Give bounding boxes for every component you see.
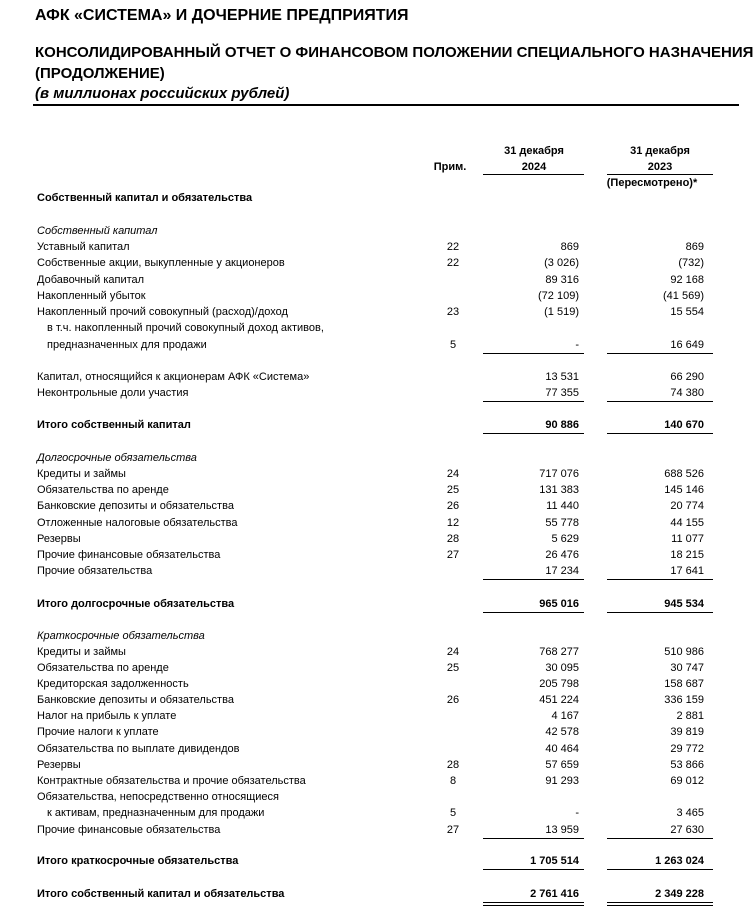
row-value-2024: 26 476 bbox=[545, 549, 579, 561]
table-row bbox=[0, 239, 756, 255]
row-value-2023: 30 747 bbox=[670, 662, 704, 674]
total-row bbox=[0, 596, 756, 612]
row-label: Кредиты и займы bbox=[37, 468, 126, 480]
row-value-2024: 1 705 514 bbox=[530, 855, 579, 867]
row-value-2024: 717 076 bbox=[539, 468, 579, 480]
subtotal-rule bbox=[483, 579, 584, 580]
table-row bbox=[0, 676, 756, 692]
row-note: 22 bbox=[446, 257, 460, 269]
row-value-2023: 20 774 bbox=[670, 500, 704, 512]
row-value-2024: - bbox=[575, 339, 579, 351]
header-rule bbox=[33, 104, 739, 106]
row-note: 24 bbox=[446, 468, 460, 480]
row-value-2024: 131 383 bbox=[539, 484, 579, 496]
total-rule bbox=[607, 869, 713, 870]
total-rule bbox=[607, 612, 713, 613]
row-note: 12 bbox=[446, 517, 460, 529]
column-2024-year: 2024 bbox=[521, 161, 547, 173]
row-label: Прочие налоги к уплате bbox=[37, 726, 159, 738]
row-label: Прочие финансовые обязательства bbox=[37, 549, 221, 561]
section-equity-and-liabilities bbox=[0, 190, 756, 206]
row-label: Обязательства по аренде bbox=[37, 484, 169, 496]
row-value-2023: 2 881 bbox=[676, 710, 704, 722]
table-row bbox=[0, 320, 756, 336]
table-row bbox=[0, 272, 756, 288]
table-row bbox=[0, 498, 756, 514]
row-value-2023: 2 349 228 bbox=[655, 888, 704, 900]
table-row bbox=[0, 660, 756, 676]
table-row bbox=[0, 724, 756, 740]
row-label: Контрактные обязательства и прочие обязательства bbox=[37, 775, 306, 787]
row-value-2023: 16 649 bbox=[670, 339, 704, 351]
row-value-2024: 451 224 bbox=[539, 694, 579, 706]
row-note: 26 bbox=[446, 694, 460, 706]
row-label: Итого краткосрочные обязательства bbox=[37, 855, 239, 867]
row-value-2023: 510 986 bbox=[664, 646, 704, 658]
row-value-2024: 40 464 bbox=[545, 743, 579, 755]
row-label: Резервы bbox=[37, 533, 81, 545]
row-value-2023: 869 bbox=[685, 241, 704, 253]
row-label: Итого собственный капитал и обязательства bbox=[37, 888, 285, 900]
row-value-2023: 53 866 bbox=[670, 759, 704, 771]
grand-total-row bbox=[0, 886, 756, 902]
row-value-2023: 688 526 bbox=[664, 468, 704, 480]
row-value-2024: 4 167 bbox=[551, 710, 579, 722]
row-value-2024: (3 026) bbox=[544, 257, 579, 269]
row-label: предназначенных для продажи bbox=[47, 339, 207, 351]
row-value-2023: 17 641 bbox=[670, 565, 704, 577]
row-label: Добавочный капитал bbox=[37, 274, 145, 286]
row-value-2023: 74 380 bbox=[670, 387, 704, 399]
table-row bbox=[0, 789, 756, 805]
row-value-2023: 92 168 bbox=[670, 274, 704, 286]
row-note: 5 bbox=[449, 339, 457, 351]
table-row bbox=[0, 288, 756, 304]
row-value-2023: 29 772 bbox=[670, 743, 704, 755]
row-value-2024: 55 778 bbox=[545, 517, 579, 529]
table-row bbox=[0, 337, 756, 353]
table-row bbox=[0, 822, 756, 838]
table-row bbox=[0, 369, 756, 385]
row-label: Банковские депозиты и обязательства bbox=[37, 500, 234, 512]
subtotal-rule bbox=[607, 579, 713, 580]
row-value-2024: 90 886 bbox=[545, 419, 579, 431]
row-label: Долгосрочные обязательства bbox=[37, 452, 197, 464]
row-label: Накопленный прочий совокупный (расход)/доход bbox=[37, 306, 288, 318]
row-value-2023: 15 554 bbox=[670, 306, 704, 318]
report-title-line2: (ПРОДОЛЖЕНИЕ) bbox=[35, 65, 165, 82]
row-label: Итого долгосрочные обязательства bbox=[37, 598, 235, 610]
table-row bbox=[0, 547, 756, 563]
table-row bbox=[0, 563, 756, 579]
row-value-2024: 89 316 bbox=[545, 274, 579, 286]
row-value-2024: 77 355 bbox=[545, 387, 579, 399]
row-label: Кредиты и займы bbox=[37, 646, 126, 658]
row-note: 22 bbox=[446, 241, 460, 253]
table-row bbox=[0, 255, 756, 271]
row-value-2023: (41 569) bbox=[663, 290, 704, 302]
section-short-term-liabilities bbox=[0, 628, 756, 644]
table-row bbox=[0, 773, 756, 789]
row-value-2024: - bbox=[575, 807, 579, 819]
row-value-2023: 39 819 bbox=[670, 726, 704, 738]
row-label: Резервы bbox=[37, 759, 81, 771]
subtotal-rule bbox=[607, 401, 713, 402]
row-value-2023: 158 687 bbox=[664, 678, 704, 690]
row-value-2024: 869 bbox=[560, 241, 579, 253]
row-value-2024: 5 629 bbox=[551, 533, 579, 545]
row-label: Прочие обязательства bbox=[37, 565, 153, 577]
column-2024-header-underline bbox=[483, 174, 584, 175]
row-note: 27 bbox=[446, 549, 460, 561]
row-note: 5 bbox=[449, 807, 457, 819]
row-value-2024: 42 578 bbox=[545, 726, 579, 738]
row-value-2024: 13 959 bbox=[545, 824, 579, 836]
row-label: Неконтрольные доли участия bbox=[37, 387, 189, 399]
row-value-2023: 18 215 bbox=[670, 549, 704, 561]
row-label: к активам, предназначенным для продажи bbox=[47, 807, 265, 819]
row-label: Уставный капитал bbox=[37, 241, 130, 253]
table-row bbox=[0, 482, 756, 498]
row-label: Банковские депозиты и обязательства bbox=[37, 694, 234, 706]
row-label: Обязательства по выплате дивидендов bbox=[37, 743, 240, 755]
row-value-2023: 3 465 bbox=[676, 807, 704, 819]
subtotal-rule bbox=[607, 353, 713, 354]
row-value-2023: 44 155 bbox=[670, 517, 704, 529]
row-value-2023: (732) bbox=[678, 257, 704, 269]
row-value-2024: 205 798 bbox=[539, 678, 579, 690]
total-rule bbox=[483, 433, 584, 434]
row-note: 24 bbox=[446, 646, 460, 658]
row-value-2024: 17 234 bbox=[545, 565, 579, 577]
row-value-2024: (1 519) bbox=[544, 306, 579, 318]
row-value-2024: 30 095 bbox=[545, 662, 579, 674]
report-units: (в миллионах российских рублей) bbox=[35, 85, 290, 102]
column-2023-date: 31 декабря bbox=[630, 145, 690, 157]
row-value-2023: 140 670 bbox=[664, 419, 704, 431]
row-value-2024: 91 293 bbox=[545, 775, 579, 787]
total-rule bbox=[483, 612, 584, 613]
row-value-2024: 13 531 bbox=[545, 371, 579, 383]
column-2024-header bbox=[484, 143, 584, 175]
row-value-2024: 965 016 bbox=[539, 598, 579, 610]
row-label: Итого собственный капитал bbox=[37, 419, 191, 431]
row-label: Капитал, относящийся к акционерам АФК «Система» bbox=[37, 371, 310, 383]
section-equity bbox=[0, 223, 756, 239]
row-label: Собственный капитал и обязательства bbox=[37, 192, 253, 204]
subtotal-rule bbox=[483, 401, 584, 402]
table-row bbox=[0, 515, 756, 531]
table-row bbox=[0, 466, 756, 482]
section-long-term-liabilities bbox=[0, 450, 756, 466]
row-value-2023: 66 290 bbox=[670, 371, 704, 383]
row-label: Краткосрочные обязательства bbox=[37, 630, 205, 642]
row-value-2023: 11 077 bbox=[671, 533, 704, 545]
row-note: 28 bbox=[446, 533, 460, 545]
grand-total-double-rule bbox=[483, 902, 584, 906]
table-row bbox=[0, 757, 756, 773]
table-row bbox=[0, 385, 756, 401]
table-row bbox=[0, 741, 756, 757]
row-value-2024: 57 659 bbox=[545, 759, 579, 771]
total-row bbox=[0, 853, 756, 869]
table-row bbox=[0, 692, 756, 708]
row-note: 23 bbox=[446, 306, 460, 318]
table-row bbox=[0, 644, 756, 660]
row-label: в т.ч. накопленный прочий совокупный доход активов, bbox=[47, 322, 324, 334]
row-note: 25 bbox=[446, 484, 460, 496]
row-value-2024: 2 761 416 bbox=[530, 888, 579, 900]
row-label: Налог на прибыль к уплате bbox=[37, 710, 177, 722]
column-2024-date: 31 декабря bbox=[504, 145, 564, 157]
row-label: Накопленный убыток bbox=[37, 290, 146, 302]
row-value-2023: 1 263 024 bbox=[655, 855, 704, 867]
company-title: АФК «СИСТЕМА» И ДОЧЕРНИЕ ПРЕДПРИЯТИЯ bbox=[35, 7, 409, 24]
row-value-2024: (72 109) bbox=[538, 290, 579, 302]
total-row bbox=[0, 417, 756, 433]
row-label: Обязательства по аренде bbox=[37, 662, 169, 674]
subtotal-rule bbox=[607, 838, 713, 839]
row-label: Собственные акции, выкупленные у акционеров bbox=[37, 257, 285, 269]
total-rule bbox=[607, 433, 713, 434]
row-note: 25 bbox=[446, 662, 460, 674]
row-value-2023: 27 630 bbox=[670, 824, 704, 836]
row-value-2024: 11 440 bbox=[546, 500, 579, 512]
row-note: 8 bbox=[449, 775, 457, 787]
column-2023-header-underline bbox=[607, 174, 713, 175]
row-label: Собственный капитал bbox=[37, 225, 158, 237]
note-column-header: Прим. bbox=[433, 161, 467, 173]
column-2023-restated-note: (Пересмотрено)* bbox=[606, 177, 698, 189]
table-row bbox=[0, 708, 756, 724]
row-value-2023: 336 159 bbox=[664, 694, 704, 706]
report-title-line1: КОНСОЛИДИРОВАННЫЙ ОТЧЕТ О ФИНАНСОВОМ ПОЛОЖЕНИИ СПЕЦИАЛЬНОГО НАЗНАЧЕНИЯ bbox=[35, 44, 754, 61]
row-label: Прочие финансовые обязательства bbox=[37, 824, 221, 836]
column-2023-header bbox=[608, 143, 712, 175]
grand-total-double-rule bbox=[607, 902, 713, 906]
row-value-2023: 945 534 bbox=[664, 598, 704, 610]
row-note: 26 bbox=[446, 500, 460, 512]
total-rule bbox=[483, 869, 584, 870]
subtotal-rule bbox=[483, 353, 584, 354]
row-note: 28 bbox=[446, 759, 460, 771]
table-row bbox=[0, 531, 756, 547]
row-note: 27 bbox=[446, 824, 460, 836]
row-value-2023: 69 012 bbox=[670, 775, 704, 787]
row-value-2024: 768 277 bbox=[539, 646, 579, 658]
table-row bbox=[0, 304, 756, 320]
row-value-2023: 145 146 bbox=[664, 484, 704, 496]
row-label: Обязательства, непосредственно относящиеся bbox=[37, 791, 280, 803]
column-2023-year: 2023 bbox=[647, 161, 673, 173]
row-label: Отложенные налоговые обязательства bbox=[37, 517, 238, 529]
row-label: Кредиторская задолженность bbox=[37, 678, 189, 690]
subtotal-rule bbox=[483, 838, 584, 839]
table-row bbox=[0, 805, 756, 821]
